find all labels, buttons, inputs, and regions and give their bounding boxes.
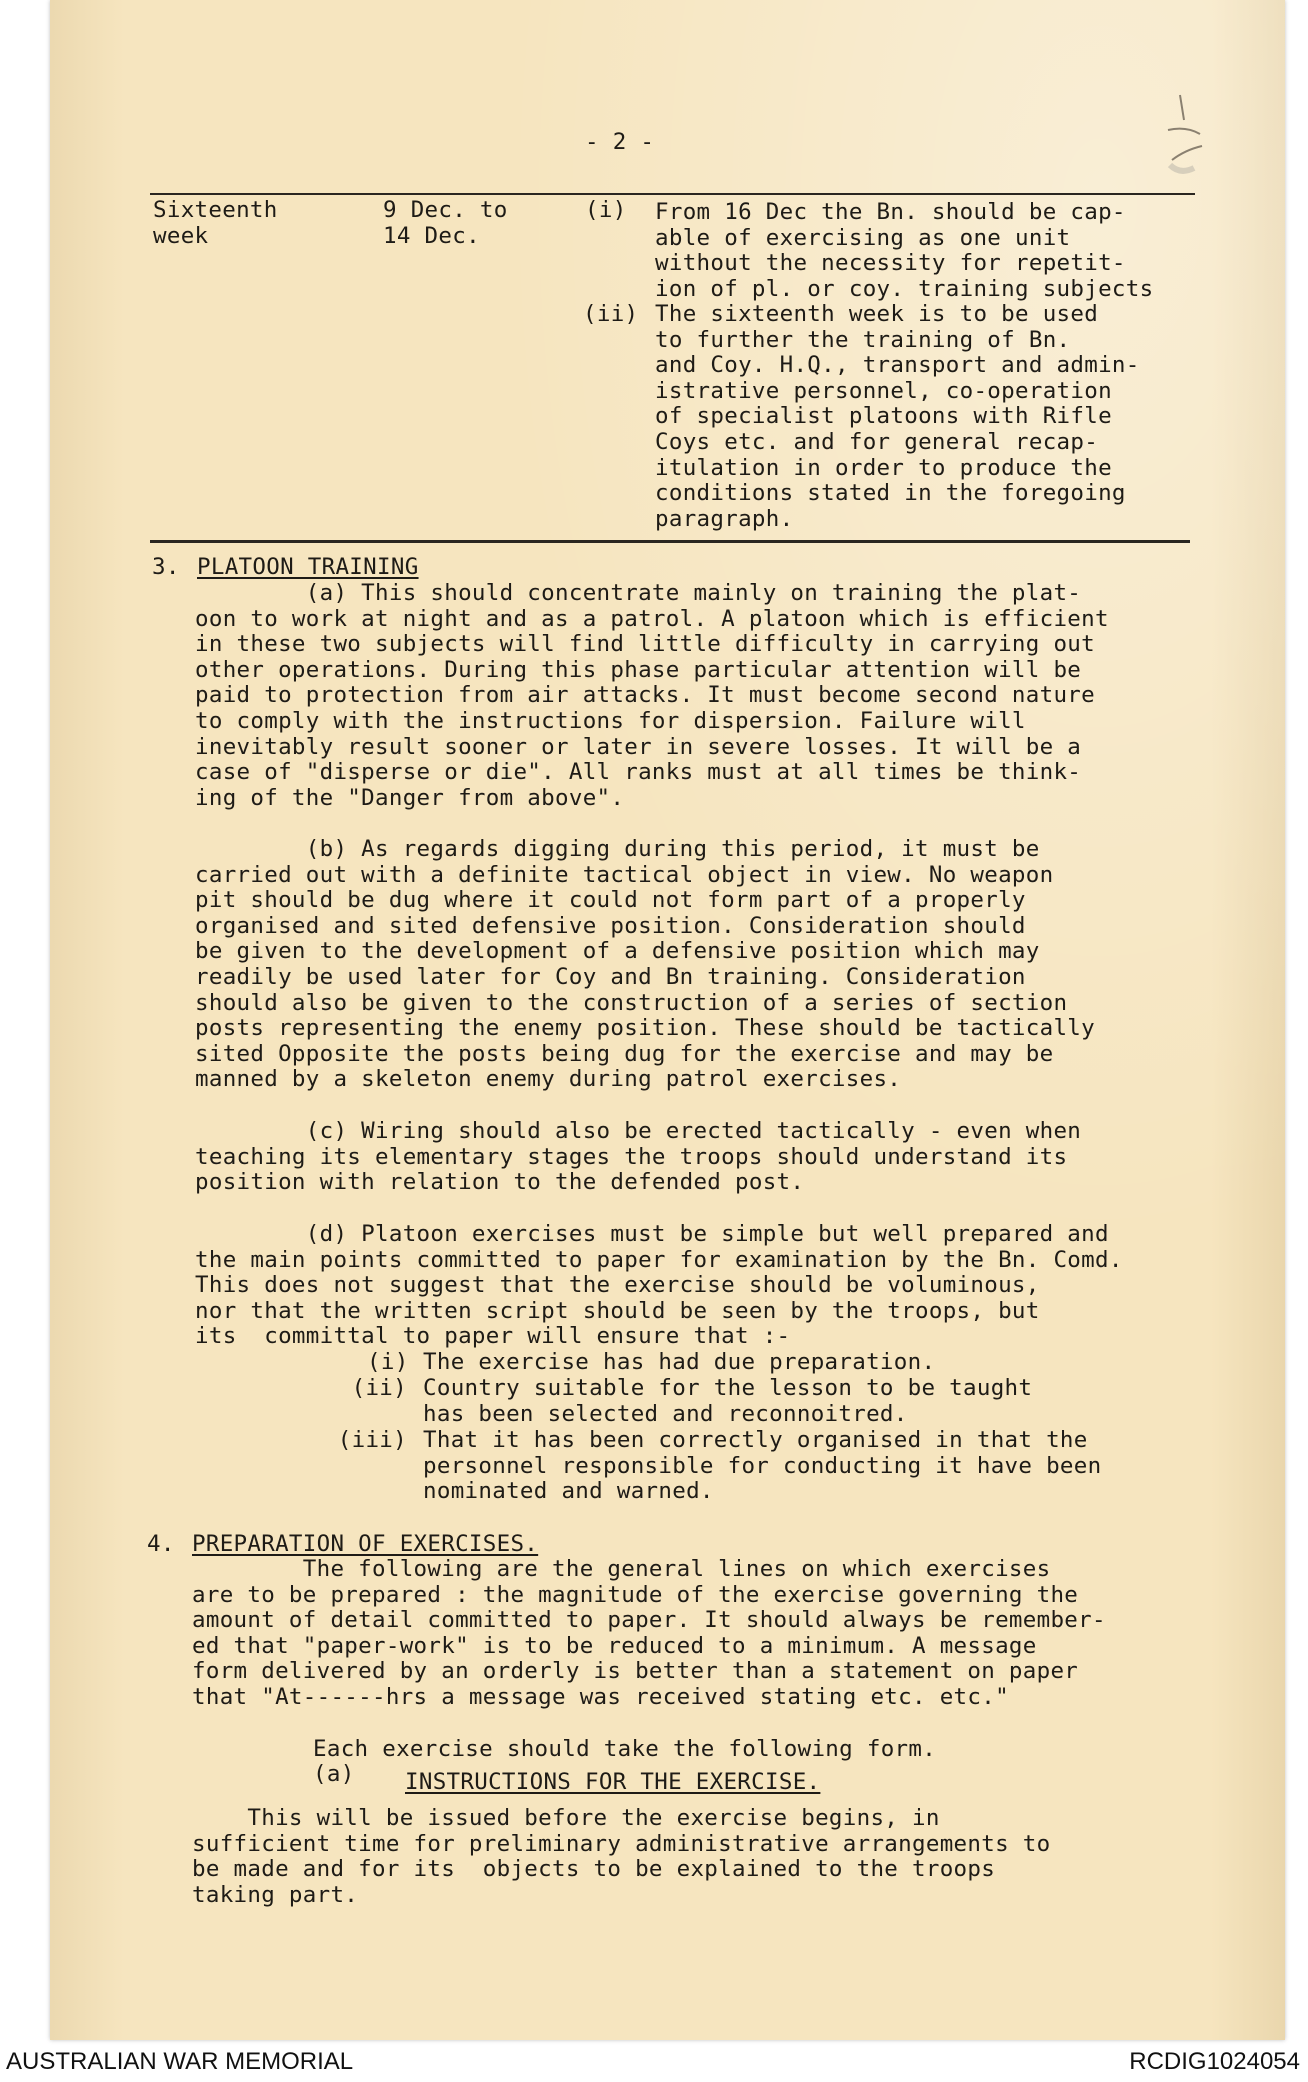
section4-para: The following are the general lines on which exercises are to be prepared : the magnitude of the exercise governing the amount of detail committed to paper. It should always be remember- ed that "paper-work" is to be reduced to a minimum. A message form delivered by an orderly is better than a statement on paper that "At------hrs a message was received stating etc. etc." xyxy=(192,1556,1106,1710)
sub-item-number: (i) xyxy=(367,1349,409,1375)
page-number: - 2 - xyxy=(585,129,655,155)
table-item2-text: The sixteenth week is to be used to further the training of Bn. and Coy. H.Q., transport and admin- istrative personnel, co-operation of specialist platoons with Rifle Coys etc. and for general recap- itulation in order to produce the conditions stated in the foregoing paragraph. xyxy=(655,301,1140,532)
section3-para-d: (d) Platoon exercises must be simple but well prepared and the main points committed to paper for examination by the Bn. Comd. This does not suggest that the exercise should be voluminous, nor that the written script should be seen by the troops, but its committal to paper will ensure that :- xyxy=(195,1221,1123,1350)
table-item2-number: (ii) xyxy=(583,301,639,327)
section3-number: 3. xyxy=(152,554,180,580)
section3-para-b: (b) As regards digging during this period, it must be carried out with a definite tactical object in view. No weapon pit should be dug where it could not form part of a properly organised and sited defensive position. Consideration should be given to the development of a defensive position which may readily be used later for Coy and Bn training. Consideration should also be given to the construction of a series of section posts representing the enemy position. These should be tactically sited Opposite the posts being dug for the exercise and may be manned by a skeleton enemy during patrol exercises. xyxy=(195,836,1095,1093)
sub-item-text: The exercise has had due preparation. xyxy=(423,1349,936,1375)
sub-item-text: That it has been correctly organised in that the personnel responsible for conducting it have been nominated and warned. xyxy=(423,1427,1102,1505)
section3-heading: PLATOON TRAINING xyxy=(197,554,419,580)
handwritten-mark-icon xyxy=(1150,90,1220,180)
table-item1-text: From 16 Dec the Bn. should be cap- able of exercising as one unit without the necessity for repetit- ion of pl. or coy. training subjects xyxy=(655,199,1154,302)
section4-number: 4. xyxy=(147,1531,175,1557)
table-period: Sixteenth week xyxy=(153,197,278,249)
section4-sub-a-text: This will be issued before the exercise begins, in sufficient time for preliminary administrative arrangements to be made and for its objects to be explained to the troops taking part. xyxy=(192,1805,1051,1908)
footer-source: AUSTRALIAN WAR MEMORIAL xyxy=(6,2048,354,2075)
section4-heading: PREPARATION OF EXERCISES. xyxy=(192,1531,539,1557)
section4-form-intro: Each exercise should take the following form. xyxy=(313,1736,937,1762)
table-item1-number: (i) xyxy=(585,197,627,223)
sub-item-text: Country suitable for the lesson to be taught has been selected and reconnoitred. xyxy=(423,1375,1033,1427)
sub-item-number: (ii) xyxy=(351,1375,407,1401)
section3-para-a: (a) This should concentrate mainly on training the plat- oon to work at night and as a patrol. A platoon which is efficient in these two subjects will find little difficulty in carrying out other operations. During this phase particular attention will be paid to protection from air attacks. It must become second nature to comply with the instructions for dispersion. Failure will inevitably result sooner or later in severe losses. It will be a case of "disperse or die". All ranks must at all times be think- ing of the "Danger from above". xyxy=(195,580,1109,811)
table-bottom-rule xyxy=(150,540,1190,543)
footer-id: RCDIG1024054 xyxy=(1129,2048,1300,2075)
table-top-rule xyxy=(150,193,1195,195)
section4-sub-a-heading: INSTRUCTIONS FOR THE EXERCISE. xyxy=(405,1769,821,1795)
section4-sub-a-number: (a) xyxy=(313,1761,355,1787)
table-dates: 9 Dec. to 14 Dec. xyxy=(383,197,508,249)
sub-item-number: (iii) xyxy=(337,1427,407,1453)
section3-para-c: (c) Wiring should also be erected tactically - even when teaching its elementary stages the troops should understand its position with relation to the defended post. xyxy=(195,1118,1082,1196)
